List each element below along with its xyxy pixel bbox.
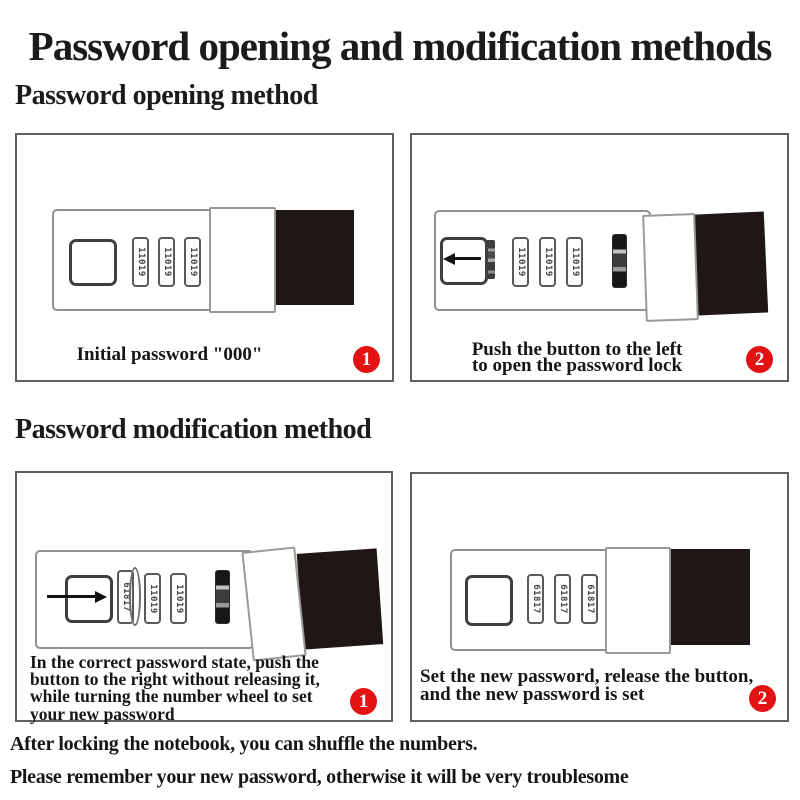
wheel-digits: 61817 — [584, 584, 595, 614]
wheel-digits: 11019 — [147, 583, 158, 614]
page-title: Password opening and modification methods — [28, 23, 772, 69]
step-panel-modification-2 — [410, 472, 789, 722]
lock-latch — [209, 207, 276, 313]
step-number: 2 — [754, 348, 765, 370]
lock-button — [69, 239, 117, 286]
wheel-digits: 11019 — [569, 247, 580, 277]
wheel-digits: 61817 — [120, 582, 131, 612]
number-wheel — [144, 573, 161, 624]
step-panel-modification-1 — [15, 471, 393, 722]
wheel-digits: 11019 — [515, 247, 526, 277]
number-wheel — [527, 574, 544, 624]
rotate-indicator-icon — [129, 567, 141, 626]
lock-pin — [612, 234, 627, 288]
number-wheel — [170, 573, 187, 624]
lock-dark-block — [694, 212, 768, 316]
left-arrow-icon — [452, 257, 481, 260]
step-caption — [37, 344, 302, 365]
caption-line: and the new password is set — [420, 683, 645, 705]
right-arrow-icon — [47, 595, 95, 598]
footer-note-shuffle: After locking the notebook, you can shuffle the numbers. — [10, 733, 478, 755]
step-number-badge — [353, 346, 380, 373]
caption-line: button to the right without releasing it, — [30, 669, 320, 690]
wheel-digits: 11019 — [135, 247, 146, 277]
lock-latch — [605, 547, 671, 654]
section-heading-modification: Password modification method — [15, 414, 372, 445]
lock-dark-block — [274, 210, 354, 305]
left-arrow-head-icon — [443, 253, 455, 265]
caption-line: In the correct password state, push the — [30, 652, 319, 672]
wheel-digits: 61817 — [557, 584, 568, 614]
wheel-digits: 11019 — [173, 583, 184, 614]
step-panel-opening-2 — [410, 133, 789, 382]
step-number-badge — [746, 346, 773, 373]
step-number-badge — [749, 685, 776, 712]
step-panel-opening-1 — [15, 133, 394, 382]
lock-latch — [642, 213, 699, 322]
lock-dark-block — [297, 548, 384, 649]
number-wheel — [554, 574, 571, 624]
number-wheel — [158, 237, 175, 287]
step-caption — [452, 339, 702, 376]
lock-latch — [241, 546, 306, 661]
number-wheel — [512, 237, 529, 287]
lock-button — [465, 575, 513, 626]
number-wheel — [539, 237, 556, 287]
step-number: 1 — [361, 348, 372, 370]
lock-pin — [215, 570, 230, 624]
number-wheel — [184, 237, 201, 287]
step-caption — [30, 654, 360, 723]
step-caption — [420, 668, 780, 703]
right-arrow-head-icon — [95, 591, 107, 603]
number-wheel — [132, 237, 149, 287]
caption-line: your new password — [30, 703, 175, 724]
wheel-digits: 11019 — [187, 247, 198, 277]
caption-line: Push the button to the left — [471, 339, 683, 360]
step-number-badge — [350, 688, 377, 715]
number-wheel — [566, 237, 583, 287]
section-heading-opening: Password opening method — [15, 80, 318, 111]
wheel-digits: 11019 — [161, 247, 172, 277]
caption-line: Initial password "000" — [76, 344, 263, 365]
caption-line: to open the password lock — [471, 355, 683, 376]
footer-note-remember: Please remember your new password, otherwise it will be very troublesome — [10, 766, 629, 788]
number-wheel — [581, 574, 598, 624]
step-number: 1 — [358, 690, 369, 712]
wheel-digits: 11019 — [542, 247, 553, 277]
caption-line: while turning the number wheel to set — [30, 686, 313, 707]
step-number: 2 — [757, 687, 768, 709]
lock-dark-block — [669, 549, 750, 645]
caption-line: Set the new password, release the button, — [420, 666, 754, 687]
wheel-digits: 61817 — [530, 584, 541, 614]
